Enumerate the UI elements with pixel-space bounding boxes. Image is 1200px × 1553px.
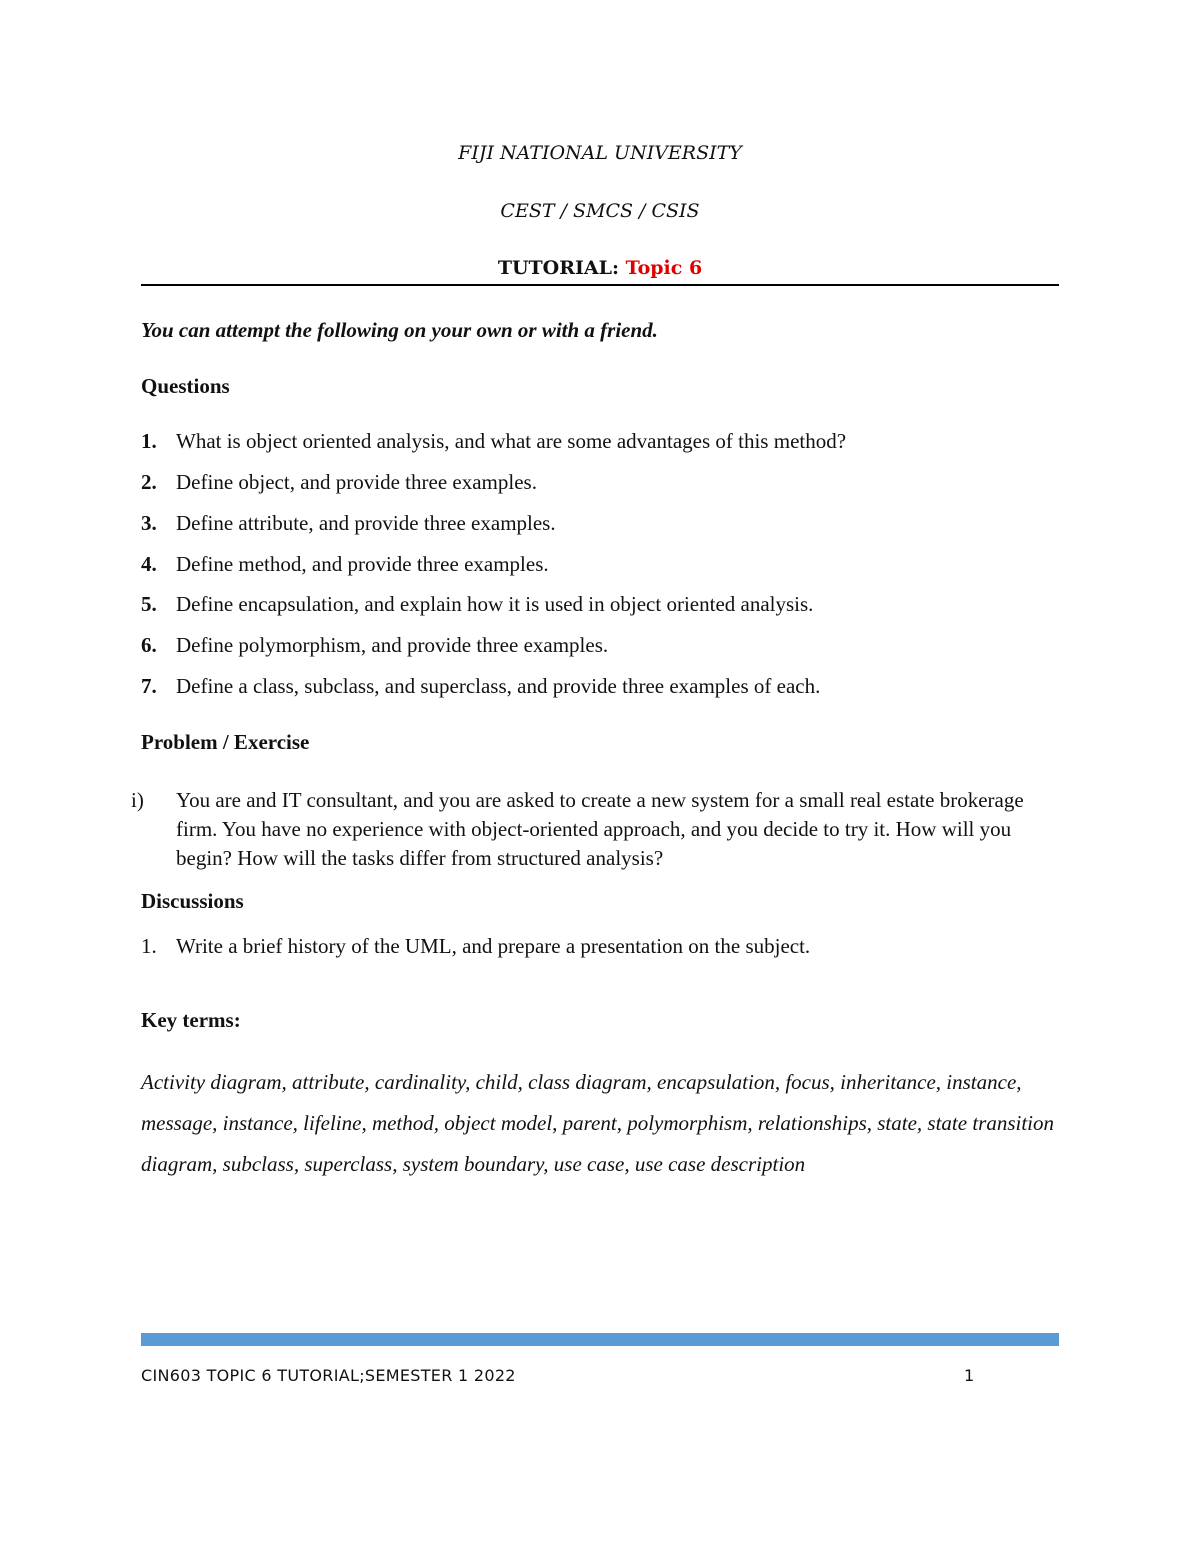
problem-label: i) bbox=[131, 788, 144, 812]
question-number: 6. bbox=[141, 633, 157, 657]
tutorial-label: TUTORIAL: bbox=[497, 257, 620, 279]
header-rule bbox=[141, 284, 1059, 286]
intro-text: You can attempt the following on your own or with a friend. bbox=[141, 318, 658, 342]
question-text: Define object, and provide three examples. bbox=[176, 470, 537, 494]
key-terms-heading: Key terms: bbox=[141, 1008, 241, 1032]
question-item bbox=[141, 470, 537, 495]
discussion-number: 1. bbox=[141, 934, 157, 958]
question-text: Define polymorphism, and provide three examples. bbox=[176, 633, 609, 657]
questions-heading: Questions bbox=[141, 374, 230, 398]
question-number: 7. bbox=[141, 674, 157, 698]
question-number: 5. bbox=[141, 592, 157, 616]
problem-text: You are and IT consultant, and you are asked to create a new system for a small real estate brokerage firm. You have no experience with object-oriented approach, and you decide to try it. How will you begin? How will the tasks differ from structured analysis? bbox=[176, 788, 1024, 870]
university-name: FIJI NATIONAL UNIVERSITY bbox=[458, 142, 742, 164]
question-number: 3. bbox=[141, 511, 157, 535]
key-terms-text: Activity diagram, attribute, cardinality, child, class diagram, encapsulation, focus, inheritance, instance, message, instance, lifeline, method, object model, parent, polymorphism, relationships, state, state transition diagram, subclass, superclass, system boundary, use case, use case description bbox=[141, 1070, 1055, 1176]
tutorial-title bbox=[141, 257, 1059, 279]
question-item bbox=[141, 674, 820, 699]
question-number: 2. bbox=[141, 470, 157, 494]
question-item bbox=[141, 592, 813, 617]
question-number: 4. bbox=[141, 552, 157, 576]
topic-label: Topic 6 bbox=[625, 257, 703, 279]
question-item bbox=[141, 429, 846, 454]
discussions-heading: Discussions bbox=[141, 889, 244, 913]
footer-course: CIN603 TOPIC 6 TUTORIAL;SEMESTER 1 2022 bbox=[141, 1366, 516, 1385]
question-item bbox=[141, 511, 556, 536]
page-number: 1 bbox=[964, 1366, 975, 1385]
question-text: Define method, and provide three examples. bbox=[176, 552, 549, 576]
question-text: Define encapsulation, and explain how it is used in object oriented analysis. bbox=[176, 592, 814, 616]
problem-heading: Problem / Exercise bbox=[141, 730, 310, 754]
department-line: CEST / SMCS / CSIS bbox=[500, 200, 700, 222]
question-text: Define attribute, and provide three examples. bbox=[176, 511, 556, 535]
discussion-text: Write a brief history of the UML, and prepare a presentation on the subject. bbox=[176, 934, 811, 958]
question-number: 1. bbox=[141, 429, 157, 453]
discussion-item bbox=[141, 934, 810, 959]
question-item bbox=[141, 552, 549, 577]
question-text: What is object oriented analysis, and what are some advantages of this method? bbox=[176, 429, 847, 453]
question-item bbox=[141, 633, 608, 658]
question-text: Define a class, subclass, and superclass, and provide three examples of each. bbox=[176, 674, 821, 698]
footer-bar bbox=[141, 1333, 1059, 1346]
